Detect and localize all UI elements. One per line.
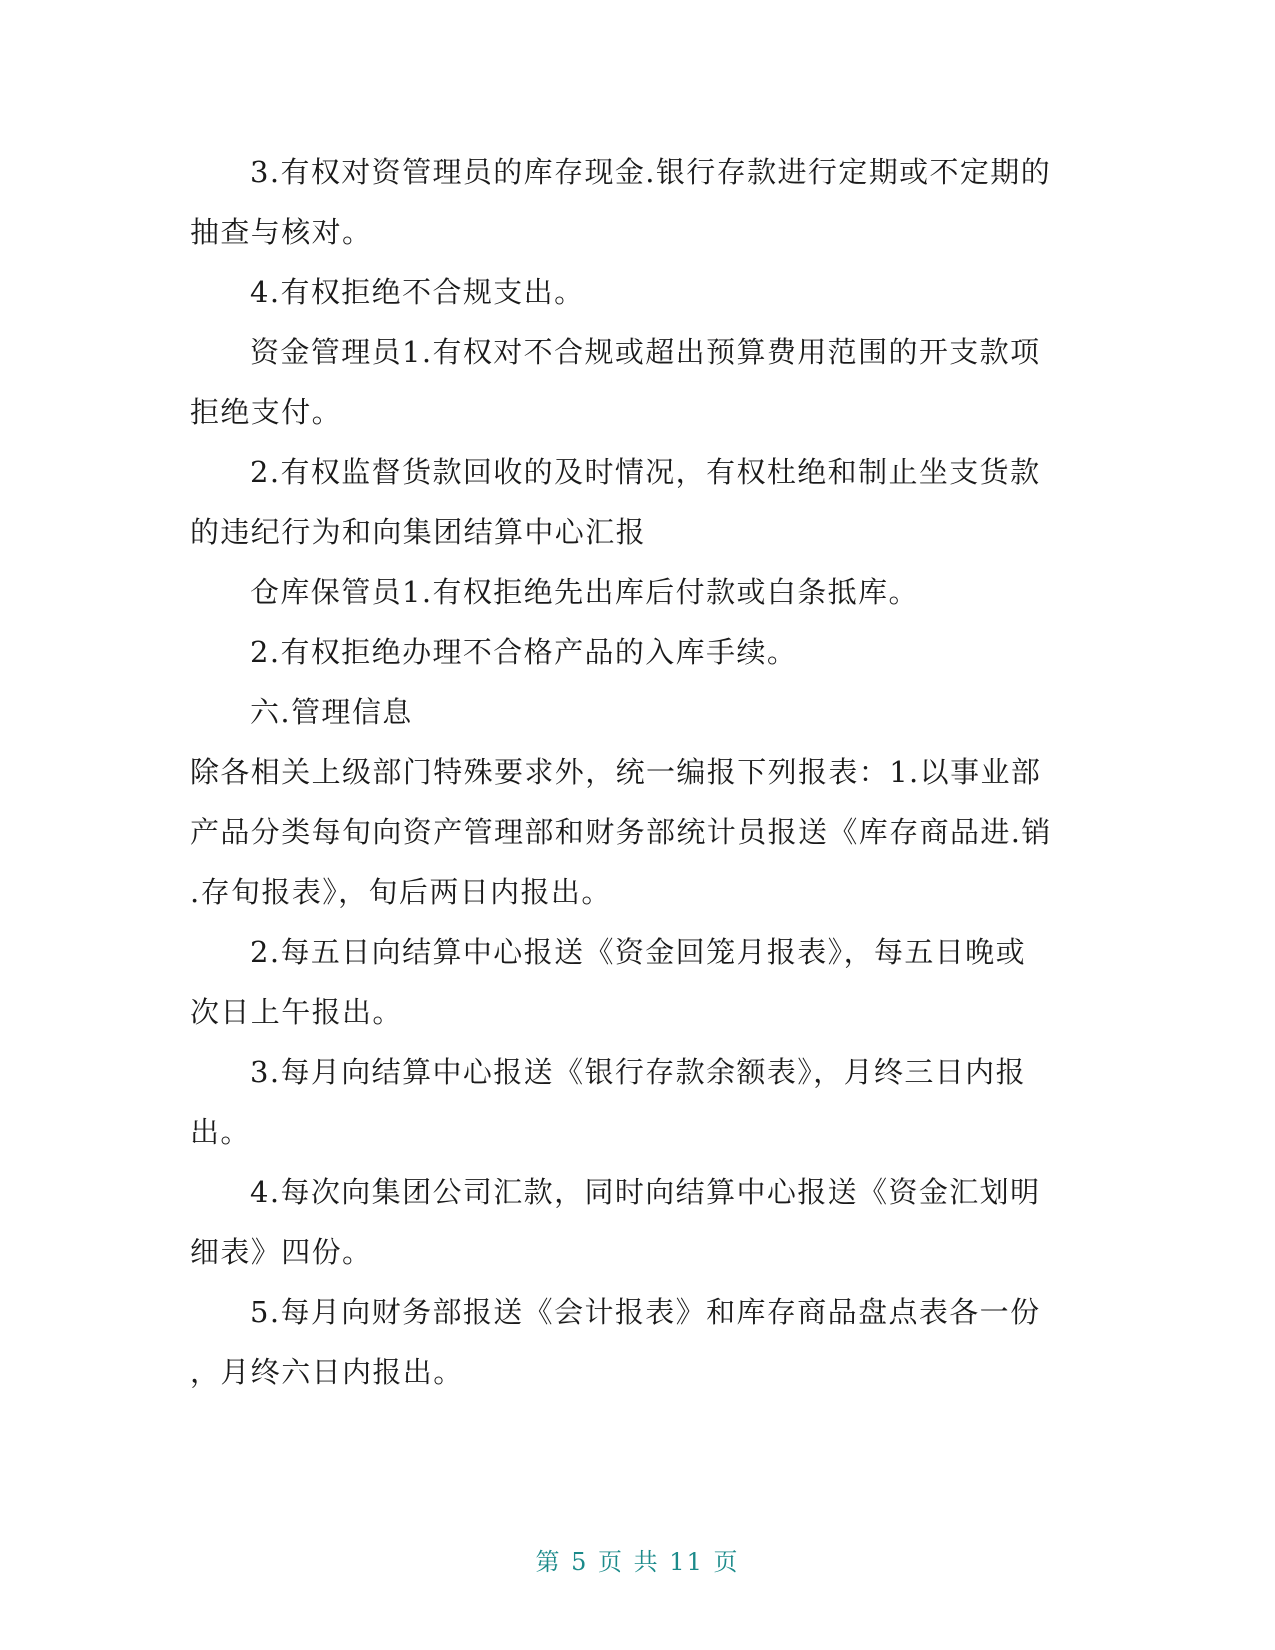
document-line: 仓库保管员1.有权拒绝先出库后付款或白条抵库。 — [250, 575, 919, 609]
document-line: 2.有权监督货款回收的及时情况，有权杜绝和制止坐支货款 — [250, 455, 1041, 489]
document-line: 资金管理员1.有权对不合规或超出预算费用范围的开支款项 — [250, 335, 1041, 369]
document-line: 3.每月向结算中心报送《银行存款余额表》，月终三日内报 — [250, 1055, 1026, 1089]
document-line: 产品分类每旬向资产管理部和财务部统计员报送《库存商品进.销 — [190, 815, 1052, 849]
document-line: 2.有权拒绝办理不合格产品的入库手续。 — [250, 635, 798, 669]
document-body — [190, 142, 1085, 1402]
document-line: 六.管理信息 — [250, 695, 413, 729]
document-line: 的违纪行为和向集团结算中心汇报 — [190, 515, 647, 549]
document-line: ，月终六日内报出。 — [190, 1355, 464, 1389]
document-line: 拒绝支付。 — [190, 395, 343, 429]
document-line: 出。 — [190, 1115, 251, 1149]
document-line: 3.有权对资管理员的库存现金.银行存款进行定期或不定期的 — [250, 155, 1052, 189]
document-line: 抽查与核对。 — [190, 215, 373, 249]
document-line: 除各相关上级部门特殊要求外，统一编报下列报表：1.以事业部 — [190, 755, 1042, 789]
document-line: .存旬报表》，旬后两日内报出。 — [190, 875, 612, 909]
document-line: 5.每月向财务部报送《会计报表》和库存商品盘点表各一份 — [250, 1295, 1041, 1329]
page-number-footer: 第 5 页 共 11 页 — [535, 1548, 740, 1576]
document-line: 4.有权拒绝不合规支出。 — [250, 275, 585, 309]
document-line: 次日上午报出。 — [190, 995, 403, 1029]
document-line: 2.每五日向结算中心报送《资金回笼月报表》，每五日晚或 — [250, 935, 1026, 969]
document-line: 细表》四份。 — [190, 1235, 373, 1269]
document-line: 4.每次向集团公司汇款，同时向结算中心报送《资金汇划明 — [250, 1175, 1041, 1209]
